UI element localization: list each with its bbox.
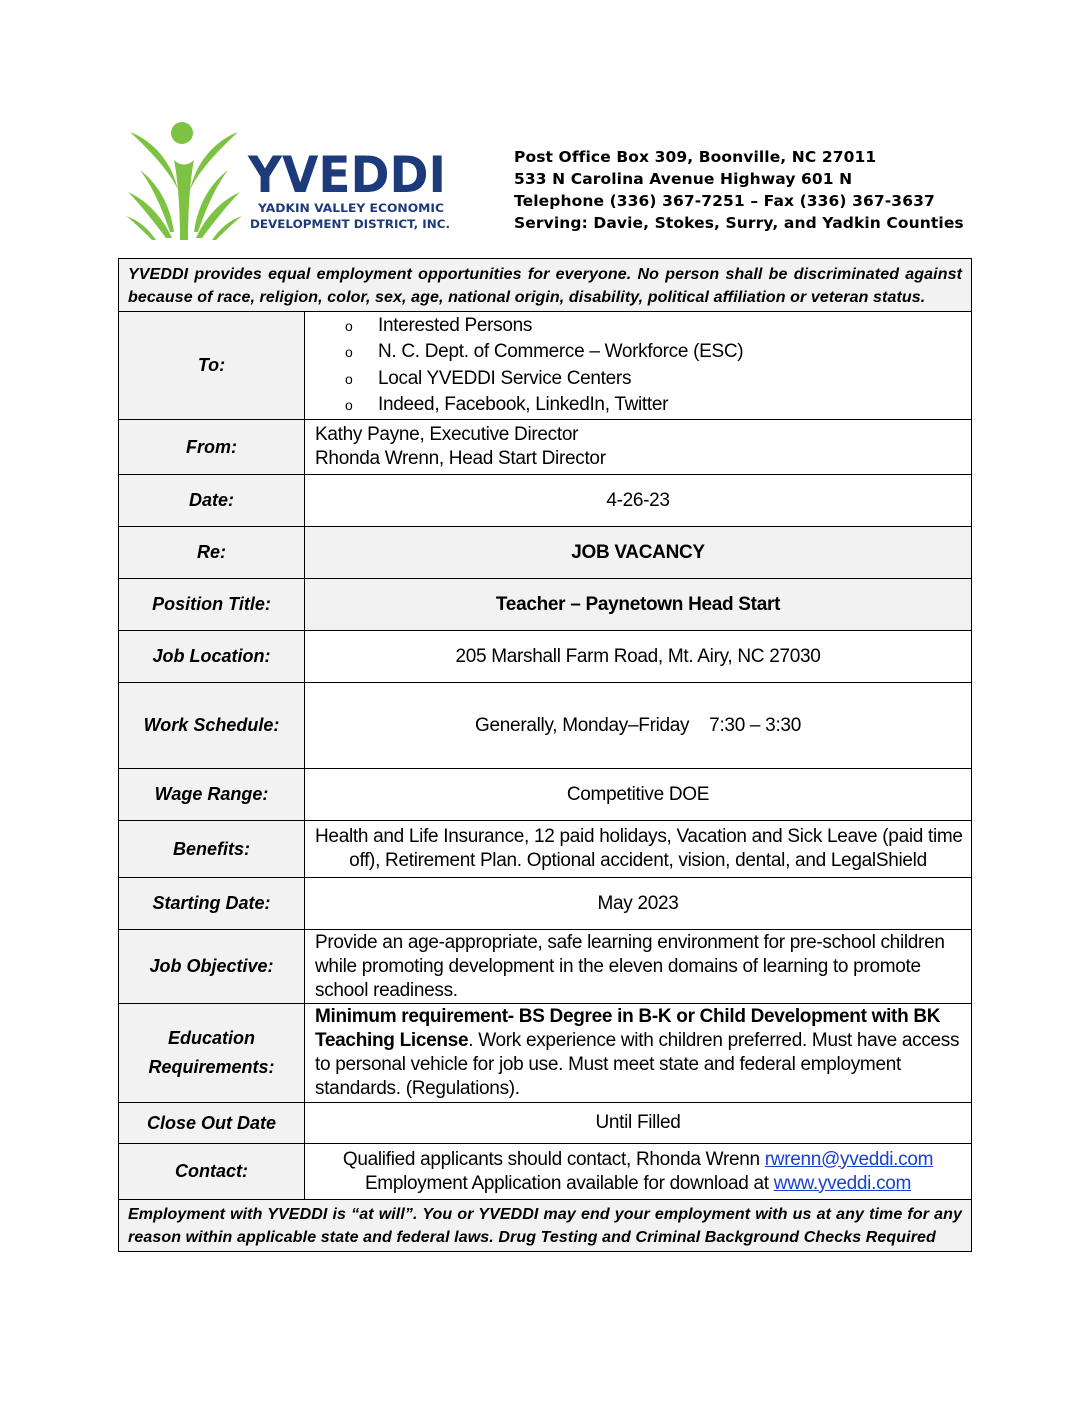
objective-value: Provide an age-appropriate, safe learning environment for pre-school children while promoting development in the eleven domains of learning to promote school readiness. — [305, 930, 972, 1004]
from-label: From: — [119, 420, 305, 475]
to-label: To: — [119, 312, 305, 420]
location-label: Job Location: — [119, 631, 305, 683]
wage-label: Wage Range: — [119, 769, 305, 821]
contact-value — [305, 1144, 972, 1200]
from-row — [119, 420, 972, 475]
schedule-value: Generally, Monday–Friday 7:30 – 3:30 — [305, 683, 972, 769]
starting-label: Starting Date: — [119, 878, 305, 930]
benefits-label: Benefits: — [119, 821, 305, 878]
logo-wordmark: YVEDDI — [247, 146, 446, 204]
address-line-2: 533 N Carolina Avenue Highway 601 N — [514, 170, 853, 188]
benefits-line-1: Health and Life Insurance, 12 paid holidays, Vacation and Sick Leave (paid time — [315, 826, 963, 847]
re-row — [119, 527, 972, 579]
education-row — [119, 1004, 972, 1103]
objective-row — [119, 930, 972, 1004]
yveddi-logo — [126, 120, 456, 244]
bullet-icon: o — [345, 370, 353, 387]
objective-label: Job Objective: — [119, 930, 305, 1004]
logo-tagline-1: YADKIN VALLEY ECONOMIC — [256, 201, 444, 215]
address-line-1: Post Office Box 309, Boonville, NC 27011 — [514, 148, 877, 166]
at-will-notice: Employment with YVEDDI is “at will”. You or YVEDDI may end your employment with us at any time for any reason within applicable state and federal laws. Drug Testing and Criminal Background Checks Required — [119, 1200, 972, 1252]
website-link[interactable]: www.yveddi.com — [773, 1172, 912, 1194]
benefits-value — [305, 821, 972, 878]
education-label-line-1: Education — [167, 1028, 255, 1048]
close-row — [119, 1103, 972, 1144]
list-item: o Local YVEDDI Service Centers — [345, 366, 971, 393]
to-value — [305, 312, 972, 420]
re-label: Re: — [119, 527, 305, 579]
from-line-1: Kathy Payne, Executive Director — [315, 424, 579, 445]
wage-row — [119, 769, 972, 821]
eeo-notice-row — [119, 259, 972, 312]
close-value: Until Filled — [305, 1103, 972, 1144]
education-details: . Work experience with children preferred. Must have access to personal vehicle for job use. Must meet state and federal employment standards. (Regulations). — [315, 1030, 960, 1099]
position-label: Position Title: — [119, 579, 305, 631]
contact-line-2: Employment Application available for download at www.yveddi.com — [364, 1172, 912, 1194]
education-value — [305, 1004, 972, 1103]
contact-label: Contact: — [119, 1144, 305, 1200]
re-value: JOB VACANCY — [305, 527, 972, 579]
wage-value: Competitive DOE — [305, 769, 972, 821]
list-item: o Interested Persons — [345, 313, 971, 340]
schedule-row — [119, 683, 972, 769]
from-value — [305, 420, 972, 475]
position-row — [119, 579, 972, 631]
date-row — [119, 475, 972, 527]
bullet-icon: o — [345, 397, 353, 413]
location-value: 205 Marshall Farm Road, Mt. Airy, NC 27030 — [305, 631, 972, 683]
location-row — [119, 631, 972, 683]
list-item: o Indeed, Facebook, LinkedIn, Twitter — [345, 392, 971, 419]
starting-row — [119, 878, 972, 930]
list-item: o N. C. Dept. of Commerce – Workforce (ESC) — [345, 339, 971, 366]
close-label: Close Out Date — [119, 1103, 305, 1144]
benefits-row — [119, 821, 972, 878]
position-value: Teacher – Paynetown Head Start — [305, 579, 972, 631]
distribution-list — [305, 313, 971, 419]
at-will-row — [119, 1200, 972, 1252]
starting-value: May 2023 — [305, 878, 972, 930]
from-line-2: Rhonda Wrenn, Head Start Director — [315, 448, 606, 469]
contact-row — [119, 1144, 972, 1200]
address-block — [514, 146, 984, 234]
eeo-notice: YVEDDI provides equal employment opportunities for everyone. No person shall be discriminated against because of race, religion, color, sex, age, national origin, disability, political affiliation or veteran status. — [119, 259, 972, 312]
schedule-label: Work Schedule: — [119, 683, 305, 769]
bullet-icon: o — [345, 317, 353, 334]
education-minimum: Minimum requirement- BS Degree in B-K or Child Development with BK Teaching License — [315, 1006, 941, 1051]
email-link[interactable]: rwrenn@yveddi.com — [764, 1148, 934, 1170]
address-line-4: Serving: Davie, Stokes, Surry, and Yadkin Counties — [514, 214, 964, 232]
benefits-line-2: off), Retirement Plan. Optional accident, vision, dental, and LegalShield — [349, 850, 927, 871]
contact-line-1: Qualified applicants should contact, Rhonda Wrenn rwrenn@yveddi.com — [342, 1148, 934, 1170]
education-label — [119, 1004, 305, 1103]
date-value: 4-26-23 — [305, 475, 972, 527]
education-label-line-2: Requirements: — [148, 1057, 275, 1077]
address-line-3: Telephone (336) 367-7251 – Fax (336) 367-3637 — [514, 192, 935, 210]
logo-tagline-2: DEVELOPMENT DISTRICT, INC. — [250, 217, 450, 231]
job-vacancy-table — [118, 258, 972, 1252]
bullet-icon: o — [345, 344, 353, 360]
to-row — [119, 312, 972, 420]
date-label: Date: — [119, 475, 305, 527]
